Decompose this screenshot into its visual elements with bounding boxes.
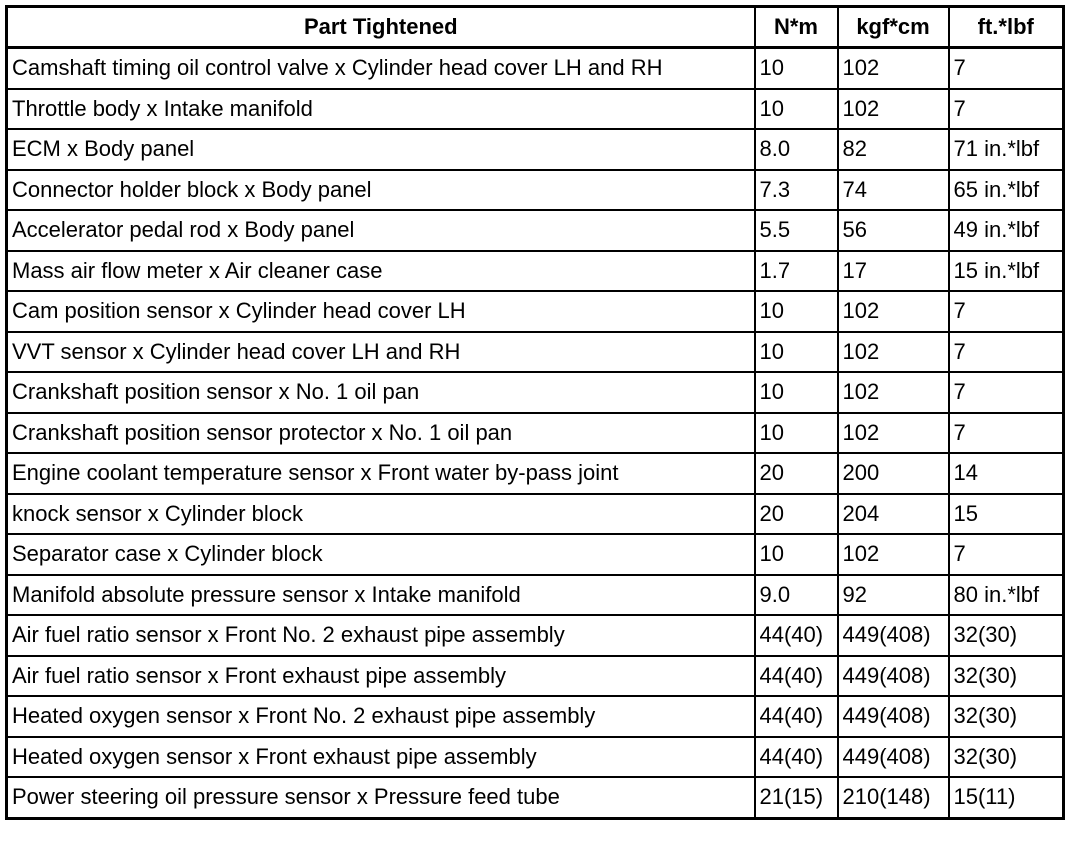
cell-part: Air fuel ratio sensor x Front No. 2 exhaust pipe assembly (7, 615, 755, 656)
cell-kgf-cm: 449(408) (838, 737, 949, 778)
cell-kgf-cm: 102 (838, 534, 949, 575)
cell-part: Throttle body x Intake manifold (7, 89, 755, 130)
cell-part: Mass air flow meter x Air cleaner case (7, 251, 755, 292)
table-row (7, 453, 1064, 494)
header-part-tightened: Part Tightened (7, 7, 755, 48)
cell-nm: 5.5 (755, 210, 838, 251)
cell-part: Camshaft timing oil control valve x Cylinder head cover LH and RH (7, 48, 755, 89)
cell-nm: 20 (755, 453, 838, 494)
cell-part: Crankshaft position sensor protector x No. 1 oil pan (7, 413, 755, 454)
cell-ft-lbf: 71 in.*lbf (949, 129, 1064, 170)
table-row (7, 615, 1064, 656)
cell-kgf-cm: 449(408) (838, 656, 949, 697)
table-row (7, 696, 1064, 737)
cell-nm: 10 (755, 332, 838, 373)
cell-kgf-cm: 200 (838, 453, 949, 494)
cell-kgf-cm: 204 (838, 494, 949, 535)
table-row (7, 656, 1064, 697)
table-row (7, 534, 1064, 575)
cell-ft-lbf: 7 (949, 89, 1064, 130)
header-newton-meter: N*m (755, 7, 838, 48)
table-body (7, 48, 1064, 819)
table-row (7, 777, 1064, 818)
cell-part: Heated oxygen sensor x Front No. 2 exhaust pipe assembly (7, 696, 755, 737)
cell-ft-lbf: 7 (949, 48, 1064, 89)
cell-nm: 7.3 (755, 170, 838, 211)
cell-part: Manifold absolute pressure sensor x Intake manifold (7, 575, 755, 616)
cell-part: Power steering oil pressure sensor x Pressure feed tube (7, 777, 755, 818)
cell-ft-lbf: 15 in.*lbf (949, 251, 1064, 292)
cell-nm: 10 (755, 89, 838, 130)
cell-part: Air fuel ratio sensor x Front exhaust pipe assembly (7, 656, 755, 697)
cell-nm: 9.0 (755, 575, 838, 616)
cell-part: Separator case x Cylinder block (7, 534, 755, 575)
header-kgf-cm: kgf*cm (838, 7, 949, 48)
cell-ft-lbf: 7 (949, 291, 1064, 332)
cell-nm: 10 (755, 372, 838, 413)
cell-nm: 44(40) (755, 615, 838, 656)
cell-part: ECM x Body panel (7, 129, 755, 170)
table-row (7, 251, 1064, 292)
table-row (7, 129, 1064, 170)
cell-part: Accelerator pedal rod x Body panel (7, 210, 755, 251)
torque-spec-document (5, 5, 1062, 852)
cell-nm: 10 (755, 413, 838, 454)
table-row (7, 48, 1064, 89)
table-row (7, 737, 1064, 778)
cell-kgf-cm: 102 (838, 372, 949, 413)
cell-ft-lbf: 49 in.*lbf (949, 210, 1064, 251)
cell-kgf-cm: 17 (838, 251, 949, 292)
cell-ft-lbf: 15 (949, 494, 1064, 535)
cell-ft-lbf: 32(30) (949, 737, 1064, 778)
cell-nm: 8.0 (755, 129, 838, 170)
cell-nm: 1.7 (755, 251, 838, 292)
cell-ft-lbf: 32(30) (949, 615, 1064, 656)
cell-part: knock sensor x Cylinder block (7, 494, 755, 535)
header-ft-lbf: ft.*lbf (949, 7, 1064, 48)
cell-kgf-cm: 102 (838, 413, 949, 454)
torque-spec-table (5, 5, 1065, 820)
table-row (7, 494, 1064, 535)
cell-kgf-cm: 74 (838, 170, 949, 211)
cell-ft-lbf: 80 in.*lbf (949, 575, 1064, 616)
table-row (7, 575, 1064, 616)
table-header (7, 7, 1064, 48)
header-row (7, 7, 1064, 48)
table-row (7, 210, 1064, 251)
cell-nm: 20 (755, 494, 838, 535)
cell-ft-lbf: 7 (949, 372, 1064, 413)
cell-kgf-cm: 102 (838, 332, 949, 373)
cell-kgf-cm: 449(408) (838, 615, 949, 656)
cell-part: Crankshaft position sensor x No. 1 oil pan (7, 372, 755, 413)
cell-kgf-cm: 102 (838, 291, 949, 332)
cell-kgf-cm: 56 (838, 210, 949, 251)
cell-nm: 10 (755, 48, 838, 89)
cell-part: Heated oxygen sensor x Front exhaust pipe assembly (7, 737, 755, 778)
cell-ft-lbf: 7 (949, 534, 1064, 575)
cell-part: Connector holder block x Body panel (7, 170, 755, 211)
table-row (7, 332, 1064, 373)
cell-nm: 44(40) (755, 696, 838, 737)
cell-kgf-cm: 92 (838, 575, 949, 616)
cell-ft-lbf: 32(30) (949, 696, 1064, 737)
cell-kgf-cm: 102 (838, 89, 949, 130)
cell-nm: 21(15) (755, 777, 838, 818)
cell-nm: 44(40) (755, 737, 838, 778)
cell-part: Engine coolant temperature sensor x Front water by-pass joint (7, 453, 755, 494)
table-row (7, 170, 1064, 211)
cell-kgf-cm: 449(408) (838, 696, 949, 737)
cell-ft-lbf: 15(11) (949, 777, 1064, 818)
table-row (7, 89, 1064, 130)
table-row (7, 372, 1064, 413)
cell-ft-lbf: 7 (949, 413, 1064, 454)
cell-ft-lbf: 7 (949, 332, 1064, 373)
cell-nm: 10 (755, 534, 838, 575)
table-row (7, 291, 1064, 332)
cell-kgf-cm: 102 (838, 48, 949, 89)
cell-ft-lbf: 65 in.*lbf (949, 170, 1064, 211)
cell-kgf-cm: 210(148) (838, 777, 949, 818)
cell-nm: 44(40) (755, 656, 838, 697)
cell-part: VVT sensor x Cylinder head cover LH and RH (7, 332, 755, 373)
cell-ft-lbf: 14 (949, 453, 1064, 494)
cell-ft-lbf: 32(30) (949, 656, 1064, 697)
table-row (7, 413, 1064, 454)
cell-part: Cam position sensor x Cylinder head cover LH (7, 291, 755, 332)
cell-nm: 10 (755, 291, 838, 332)
cell-kgf-cm: 82 (838, 129, 949, 170)
